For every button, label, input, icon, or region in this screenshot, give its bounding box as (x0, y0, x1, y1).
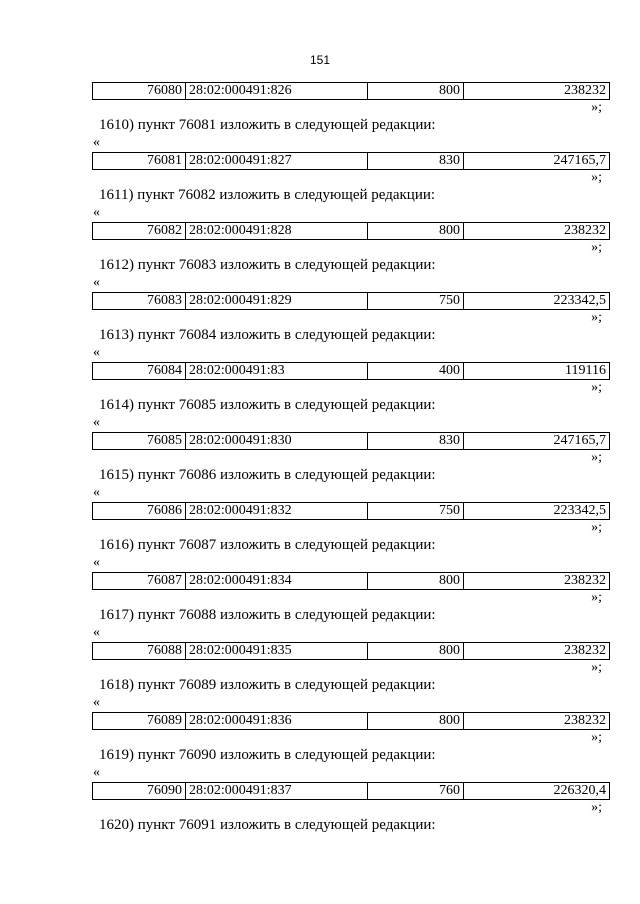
cadastral-number-cell: 28:02:000491:828 (186, 223, 368, 240)
amendment-block (0, 222, 640, 292)
opening-quote: « (93, 275, 100, 290)
area-cell: 830 (368, 153, 464, 170)
amendment-block (0, 432, 640, 502)
amendment-text: 1620) пункт 76091 изложить в следующей редакции: (99, 817, 436, 833)
amendment-block (0, 642, 640, 712)
value-cell: 119116 (464, 363, 610, 380)
data-table-row (92, 712, 610, 730)
data-table-row (92, 152, 610, 170)
area-cell: 830 (368, 433, 464, 450)
closing-quote: »; (591, 660, 602, 675)
amendment-block (0, 712, 640, 782)
value-cell: 226320,4 (464, 783, 610, 800)
closing-quote: »; (591, 100, 602, 115)
value-cell: 223342,5 (464, 503, 610, 520)
cadastral-number-cell: 28:02:000491:834 (186, 573, 368, 590)
cadastral-number-cell: 28:02:000491:827 (186, 153, 368, 170)
cadastral-number-cell: 28:02:000491:837 (186, 783, 368, 800)
amendment-block (0, 152, 640, 222)
opening-quote: « (93, 765, 100, 780)
item-number-cell: 76081 (93, 153, 186, 170)
amendment-text: 1616) пункт 76087 изложить в следующей редакции: (99, 537, 436, 553)
amendment-text: 1614) пункт 76085 изложить в следующей редакции: (99, 397, 436, 413)
item-number-cell: 76090 (93, 783, 186, 800)
closing-quote: »; (591, 310, 602, 325)
value-cell: 238232 (464, 83, 610, 100)
area-cell: 750 (368, 503, 464, 520)
value-cell: 238232 (464, 223, 610, 240)
opening-quote: « (93, 625, 100, 640)
opening-quote: « (93, 695, 100, 710)
amendment-text: 1619) пункт 76090 изложить в следующей редакции: (99, 747, 436, 763)
closing-quote: »; (591, 170, 602, 185)
closing-quote: »; (591, 590, 602, 605)
item-number-cell: 76089 (93, 713, 186, 730)
item-number-cell: 76086 (93, 503, 186, 520)
item-number-cell: 76080 (93, 83, 186, 100)
value-cell: 223342,5 (464, 293, 610, 310)
document-body (0, 82, 640, 852)
cadastral-number-cell: 28:02:000491:832 (186, 503, 368, 520)
closing-quote: »; (591, 520, 602, 535)
data-table-row (92, 82, 610, 100)
value-cell: 238232 (464, 573, 610, 590)
page-number: 151 (309, 53, 331, 67)
opening-quote: « (93, 555, 100, 570)
amendment-text: 1610) пункт 76081 изложить в следующей редакции: (99, 117, 436, 133)
cadastral-number-cell: 28:02:000491:83 (186, 363, 368, 380)
area-cell: 400 (368, 363, 464, 380)
cadastral-number-cell: 28:02:000491:830 (186, 433, 368, 450)
closing-quote: »; (591, 450, 602, 465)
opening-quote: « (93, 485, 100, 500)
amendment-text: 1615) пункт 76086 изложить в следующей редакции: (99, 467, 436, 483)
data-table-row (92, 642, 610, 660)
closing-quote: »; (591, 240, 602, 255)
amendment-block (0, 782, 640, 852)
item-number-cell: 76087 (93, 573, 186, 590)
data-table-row (92, 782, 610, 800)
area-cell: 800 (368, 713, 464, 730)
data-table-row (92, 292, 610, 310)
item-number-cell: 76082 (93, 223, 186, 240)
amendment-block (0, 362, 640, 432)
opening-quote: « (93, 345, 100, 360)
area-cell: 800 (368, 643, 464, 660)
value-cell: 238232 (464, 643, 610, 660)
cadastral-number-cell: 28:02:000491:826 (186, 83, 368, 100)
area-cell: 800 (368, 223, 464, 240)
opening-quote: « (93, 205, 100, 220)
area-cell: 800 (368, 83, 464, 100)
amendment-text: 1611) пункт 76082 изложить в следующей редакции: (99, 187, 436, 203)
data-table-row (92, 432, 610, 450)
amendment-text: 1618) пункт 76089 изложить в следующей редакции: (99, 677, 436, 693)
amendment-text: 1617) пункт 76088 изложить в следующей редакции: (99, 607, 436, 623)
area-cell: 760 (368, 783, 464, 800)
area-cell: 750 (368, 293, 464, 310)
data-table-row (92, 222, 610, 240)
amendment-text: 1613) пункт 76084 изложить в следующей редакции: (99, 327, 436, 343)
closing-quote: »; (591, 800, 602, 815)
data-table-row (92, 572, 610, 590)
item-number-cell: 76083 (93, 293, 186, 310)
closing-quote: »; (591, 380, 602, 395)
cadastral-number-cell: 28:02:000491:835 (186, 643, 368, 660)
amendment-block (0, 82, 640, 152)
value-cell: 247165,7 (464, 433, 610, 450)
opening-quote: « (93, 135, 100, 150)
value-cell: 247165,7 (464, 153, 610, 170)
data-table-row (92, 502, 610, 520)
area-cell: 800 (368, 573, 464, 590)
amendment-block (0, 572, 640, 642)
opening-quote: « (93, 415, 100, 430)
item-number-cell: 76085 (93, 433, 186, 450)
amendment-text: 1612) пункт 76083 изложить в следующей редакции: (99, 257, 436, 273)
cadastral-number-cell: 28:02:000491:836 (186, 713, 368, 730)
cadastral-number-cell: 28:02:000491:829 (186, 293, 368, 310)
item-number-cell: 76084 (93, 363, 186, 380)
amendment-block (0, 502, 640, 572)
closing-quote: »; (591, 730, 602, 745)
data-table-row (92, 362, 610, 380)
amendment-block (0, 292, 640, 362)
value-cell: 238232 (464, 713, 610, 730)
item-number-cell: 76088 (93, 643, 186, 660)
